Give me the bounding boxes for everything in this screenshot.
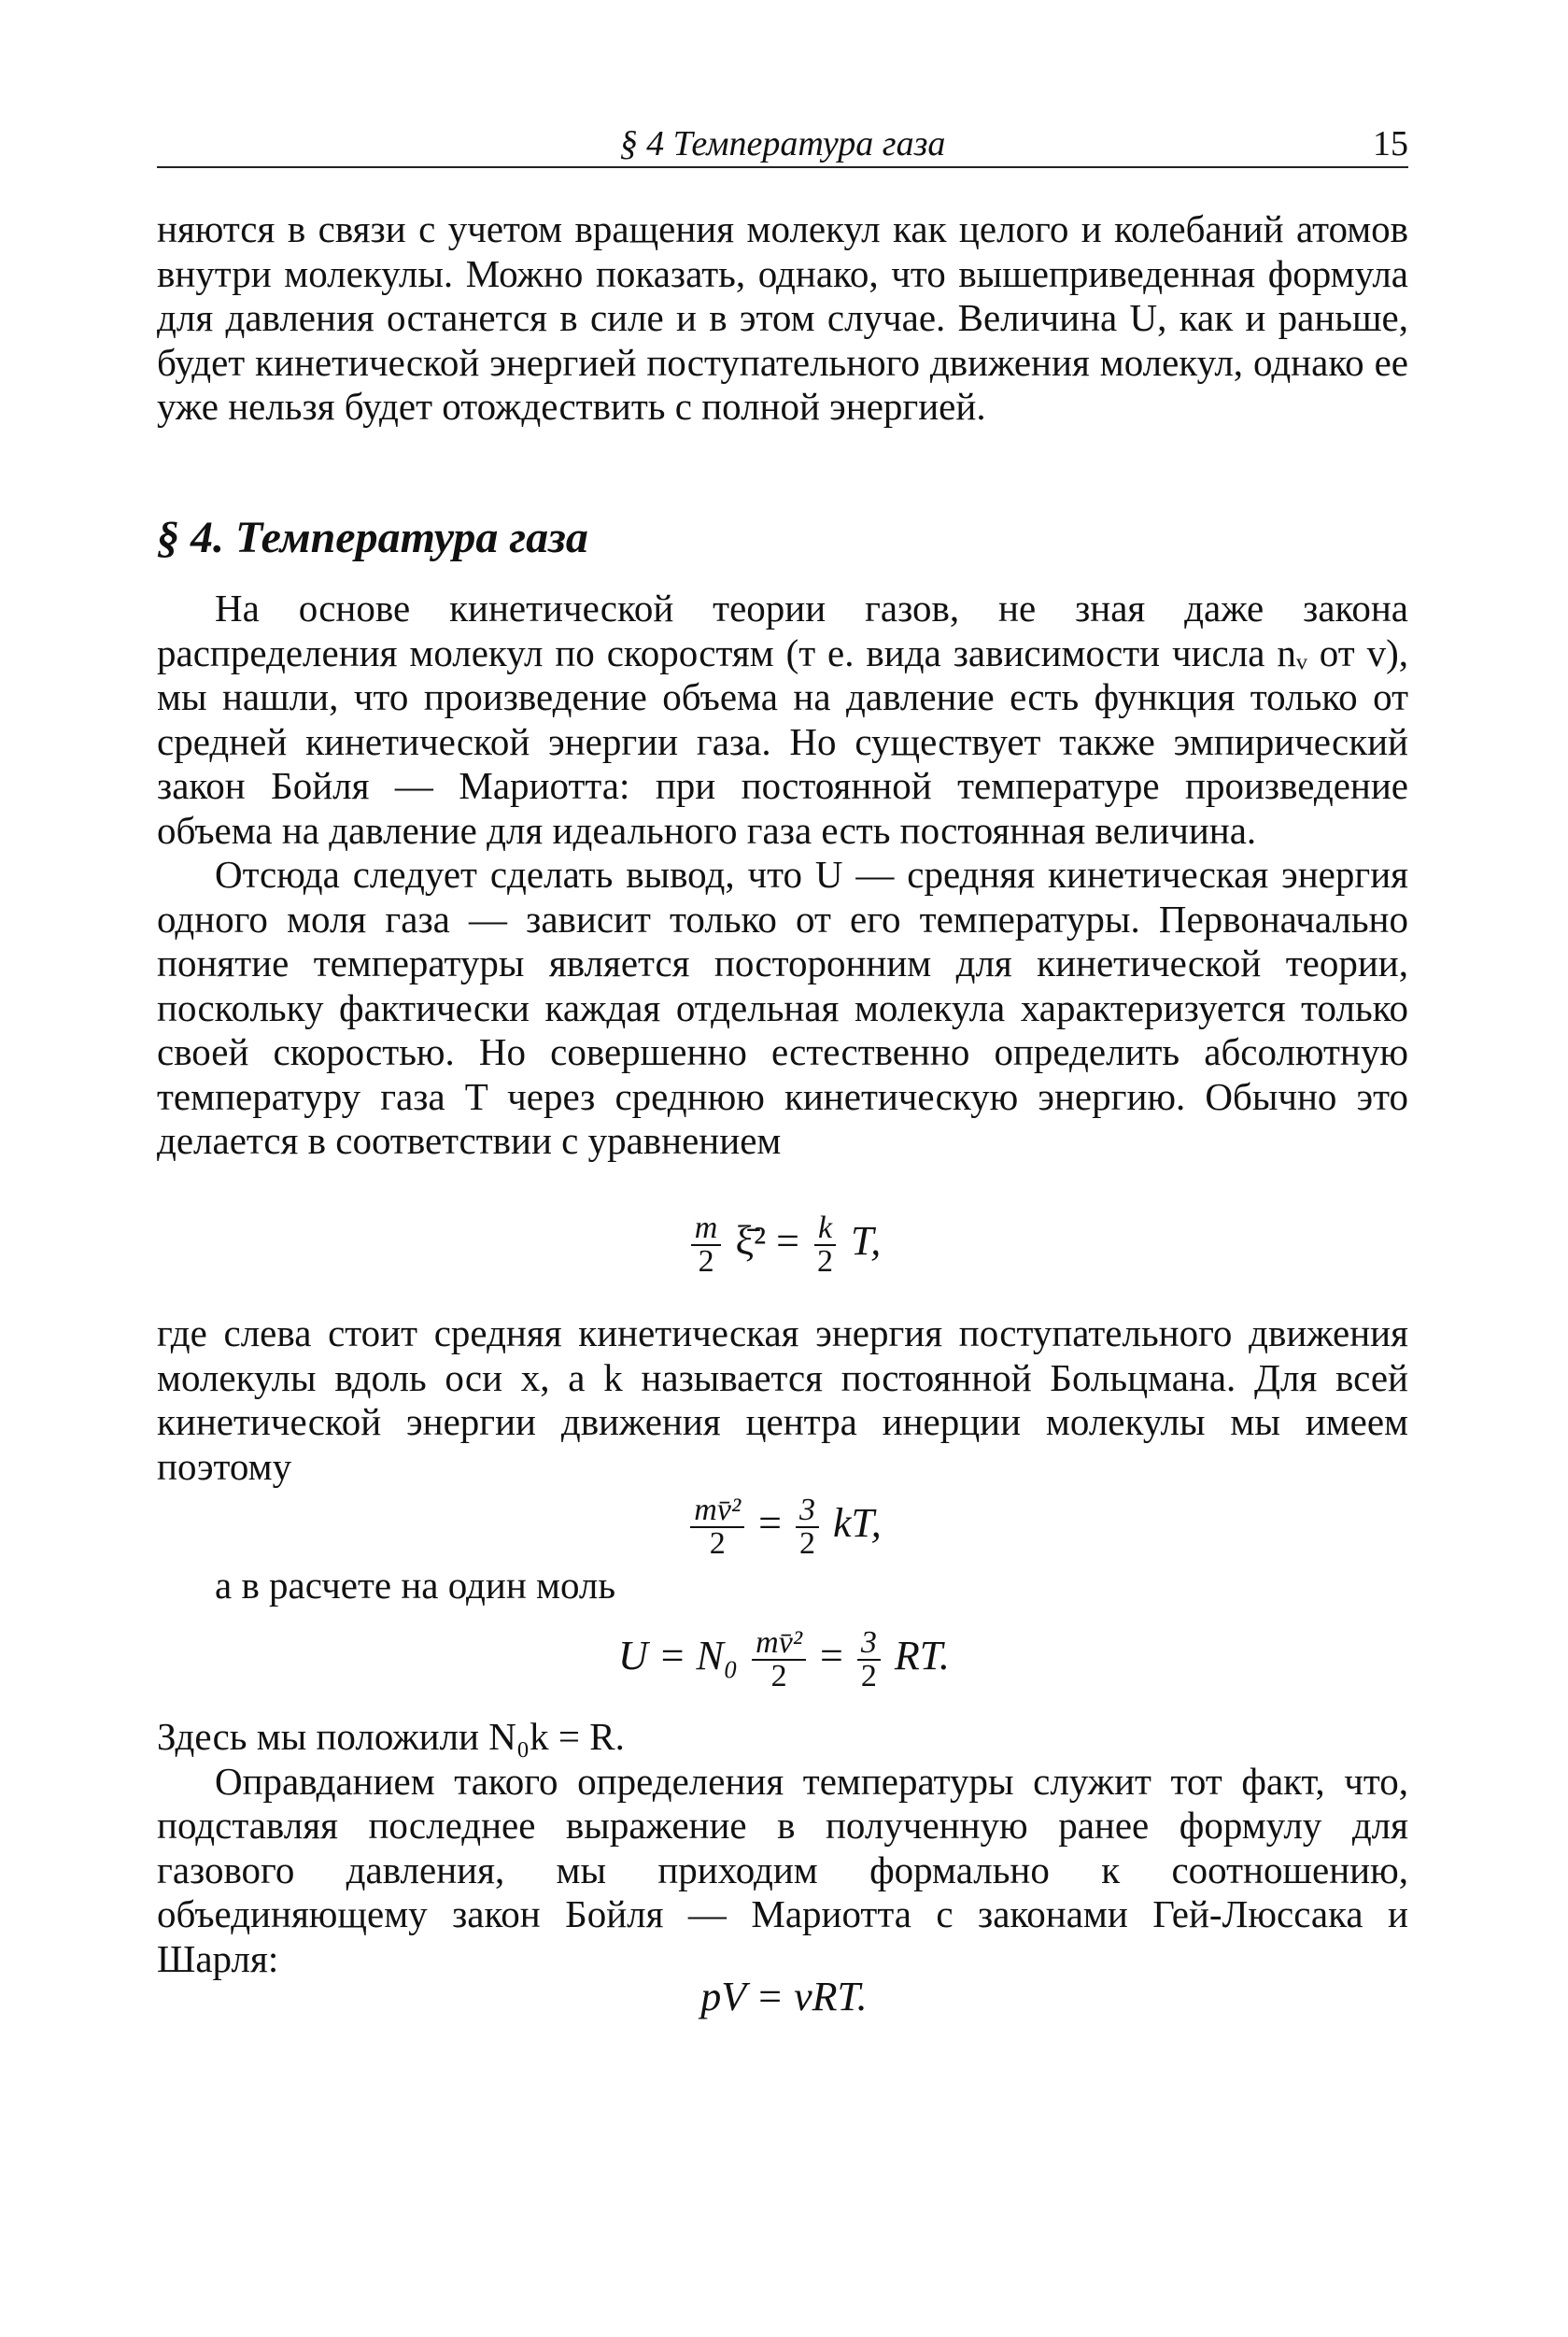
text-block-1 <box>157 207 1408 430</box>
text-block-4 <box>157 1564 1408 1608</box>
formula-3-fraction-1: $\frac{\text{mv̄²}}{2}$ <box>752 1627 806 1693</box>
formula-2-fraction-2: $\frac{3}{2}$ <box>796 1494 819 1560</box>
paragraph-4: а в расчете на один моль <box>215 1564 616 1607</box>
paragraph-6: Оправданием такого определения температуры служит тот факт, что, подставляя последнее выражение в полученную ранее формулу для газового давления, мы приходим формально к соотношению, объединяющему закон Бойля — Мариотта с законами Гей-Люссака и Шарля: <box>157 1759 1408 1980</box>
running-title: § 4 Температура газа <box>619 124 946 163</box>
paragraph-2: Отсюда следует сделать вывод, что U — средняя кинетическая энергия одного моля газа — зависит только от его температуры. Первоначально понятие температуры является посторонним для кинетической теории, поскольку фактически каждая отдельная молекула характеризуется только своей скоростью. Но совершенно естественно определить абсолютную температуру газа T через среднюю кинетическую энергию. Обычно это делается в соответствии с уравнением <box>157 853 1408 1162</box>
paragraph-3: где слева стоит средняя кинетическая энергия поступательного движения молекулы вдоль оси x, а k называется постоянной Больцмана. Для всей кинетической энергии движения центра инерции молекулы мы имеем поэтому <box>157 1311 1408 1488</box>
text-block-5 <box>157 1715 1408 1981</box>
formula-4: pV = νRT. <box>700 1974 868 2019</box>
formula-1-fraction-2: $\frac{k}{2}$ <box>813 1212 837 1278</box>
text-block-3 <box>157 1311 1408 1489</box>
page-number: 15 <box>1373 124 1408 163</box>
paragraph-1: На основе кинетической теории газов, не зная даже закона распределения молекул по скоростям (т е. вида зависимости числа nᵥ от v), мы нашли, что произведение объема на давление есть функция только от средней кинетической энергии газа. Но существует также эмпирический закон Бойля — Мариотта: при постоянной температуре произведение объема на давление для идеального газа есть постоянная величина. <box>157 587 1408 852</box>
paragraph-0: няются в связи с учетом вращения молекул как целого и колебаний атомов внутри молекулы. Можно показать, однако, что вышеприведенная формула для давления останется в силе и в этом случае. Величина U, как и раньше, будет кинетической энергией поступательного движения молекул, однако ее уже нельзя будет отождествить с полной энергией. <box>157 207 1408 428</box>
formula-2-fraction-1: $\frac{\text{mv̄²}}{2}$ <box>690 1494 744 1560</box>
formula-3: U = N₀ $\frac{\text{mv̄²}}{2}$ = $\frac{3}{2}$ RT. <box>618 1625 950 1693</box>
text-block-2 <box>157 587 1408 1164</box>
page-header <box>157 120 1408 168</box>
formula-1-fraction-1: $\frac{m}{2}$ <box>691 1212 722 1278</box>
paragraph-5: Здесь мы положили N₀k = R. <box>157 1715 625 1758</box>
formula-3-fraction-2: $\frac{3}{2}$ <box>857 1627 881 1693</box>
formula-1: $\frac{m}{2}$ ξ̄² = $\frac{k}{2}$ T, <box>0 1212 1568 1278</box>
formula-2: $\frac{\text{mv̄²}}{2}$ = $\frac{3}{2}$ kT, <box>0 1494 1568 1560</box>
section-heading: § 4. Температура газа <box>157 513 588 562</box>
